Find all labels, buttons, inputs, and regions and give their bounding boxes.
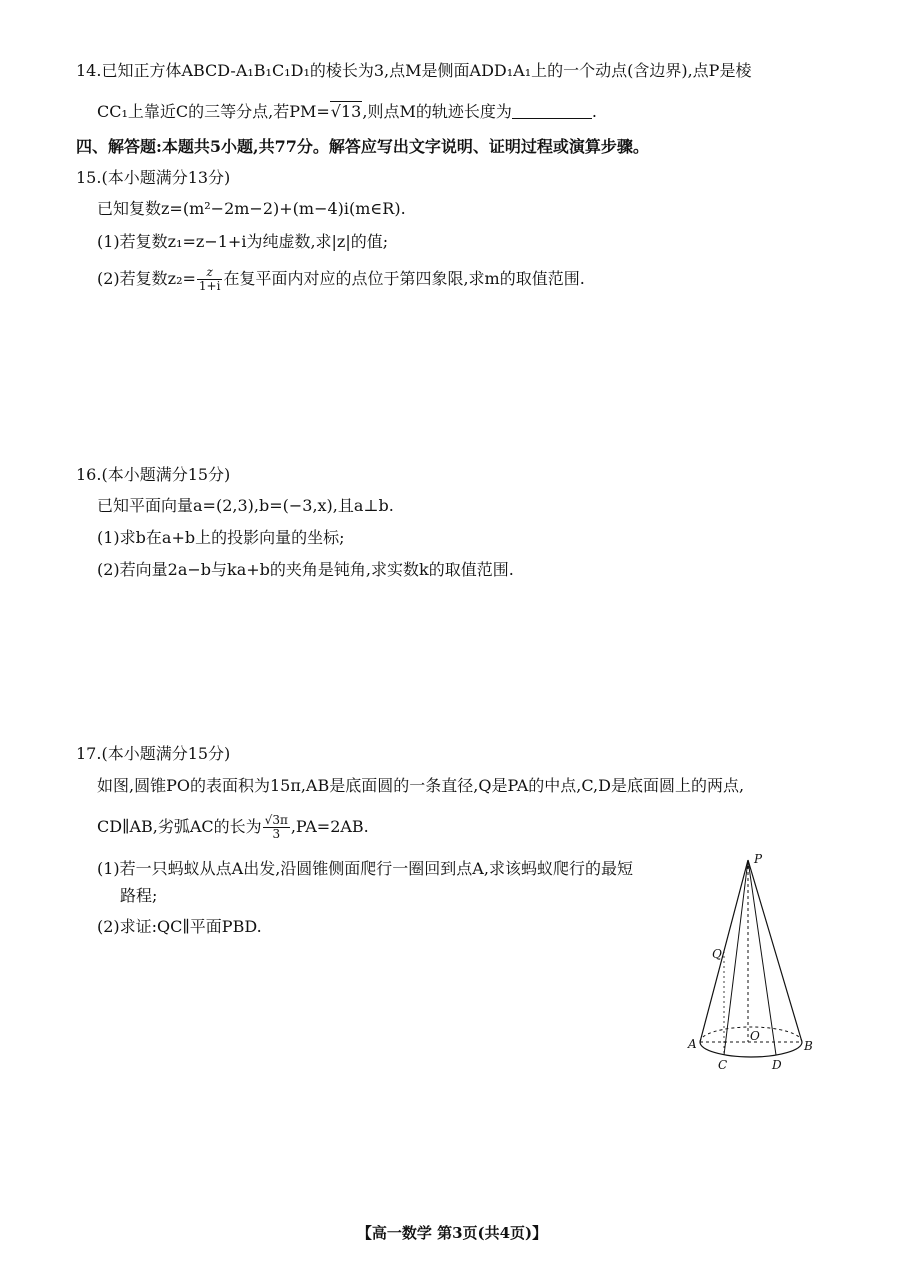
q17-stem2 bbox=[97, 814, 369, 841]
q15-frac-num: z bbox=[197, 266, 223, 280]
label-C: C bbox=[718, 1058, 728, 1072]
q17-part1a: (1)若一只蚂蚁从点A出发,沿圆锥侧面爬行一圈回到点A,求该蚂蚁爬行的最短 bbox=[97, 859, 633, 878]
label-Q: Q bbox=[712, 947, 722, 961]
q15-stem: 已知复数z=(m²−2m−2)+(m−4)i(m∈R). bbox=[97, 199, 406, 218]
segment-PC bbox=[724, 860, 748, 1055]
q17-part2: (2)求证:QC∥平面PBD. bbox=[97, 917, 262, 936]
q17-stem1: 如图,圆锥PO的表面积为15π,AB是底面圆的一条直径,Q是PA的中点,C,D是底面圆上的两点, bbox=[97, 776, 745, 795]
q17-frac-den: 3 bbox=[272, 827, 281, 841]
cone-figure bbox=[686, 850, 816, 1075]
q15-head: 15.(本小题满分13分) bbox=[76, 168, 231, 187]
q17-part1b: 路程; bbox=[120, 886, 158, 905]
q17-stem2a: CD∥AB,劣弧AC的长为 bbox=[97, 817, 262, 836]
q16-head: 16.(本小题满分15分) bbox=[76, 465, 231, 484]
q15-part2 bbox=[97, 266, 585, 293]
q16-part2: (2)若向量2a−b与ka+b的夹角是钝角,求实数k的取值范围. bbox=[97, 560, 514, 579]
q14-line2 bbox=[97, 101, 597, 123]
label-A: A bbox=[688, 1037, 697, 1051]
q16-part1: (1)求b在a+b上的投影向量的坐标; bbox=[97, 528, 345, 547]
page-footer: 【高一数学 第3页(共4页)】 bbox=[356, 1224, 548, 1242]
q14-line1: 14.已知正方体ABCD-A₁B₁C₁D₁的棱长为3,点M是侧面ADD₁A₁上的一个动点(含边界),点P是棱 bbox=[76, 61, 752, 80]
q17-stem2b: ,PA=2AB. bbox=[290, 817, 369, 836]
q15-part1: (1)若复数z₁=z−1+i为纯虚数,求|z|的值; bbox=[97, 232, 389, 251]
base-front-arc bbox=[700, 1042, 802, 1057]
q15-fraction bbox=[197, 266, 223, 293]
label-D: D bbox=[772, 1058, 782, 1072]
segment-PD bbox=[748, 860, 776, 1055]
section-heading: 四、解答题:本题共5小题,共77分。解答应写出文字说明、证明过程或演算步骤。 bbox=[76, 137, 649, 156]
side-PB bbox=[748, 860, 802, 1042]
q14-line2b: ,则点M的轨迹长度为 bbox=[362, 102, 512, 121]
q14-sqrt: √13 bbox=[330, 102, 362, 121]
q15-part2b: 在复平面内对应的点位于第四象限,求m的取值范围. bbox=[223, 269, 585, 288]
q16-stem: 已知平面向量a=(2,3),b=(−3,x),且a⊥b. bbox=[97, 496, 394, 515]
q14-line2a: CC₁上靠近C的三等分点,若PM= bbox=[97, 102, 330, 121]
q17-fraction bbox=[263, 814, 290, 841]
q14-end: . bbox=[591, 102, 597, 121]
q17-head: 17.(本小题满分15分) bbox=[76, 744, 231, 763]
q17-frac-num: √3π bbox=[264, 813, 288, 827]
q15-frac-den: 1+i bbox=[198, 279, 221, 293]
label-B: B bbox=[804, 1039, 813, 1053]
label-P: P bbox=[754, 852, 763, 866]
label-O: O bbox=[750, 1029, 760, 1043]
answer-blank bbox=[512, 102, 592, 119]
q15-part2a: (2)若复数z₂= bbox=[97, 269, 196, 288]
